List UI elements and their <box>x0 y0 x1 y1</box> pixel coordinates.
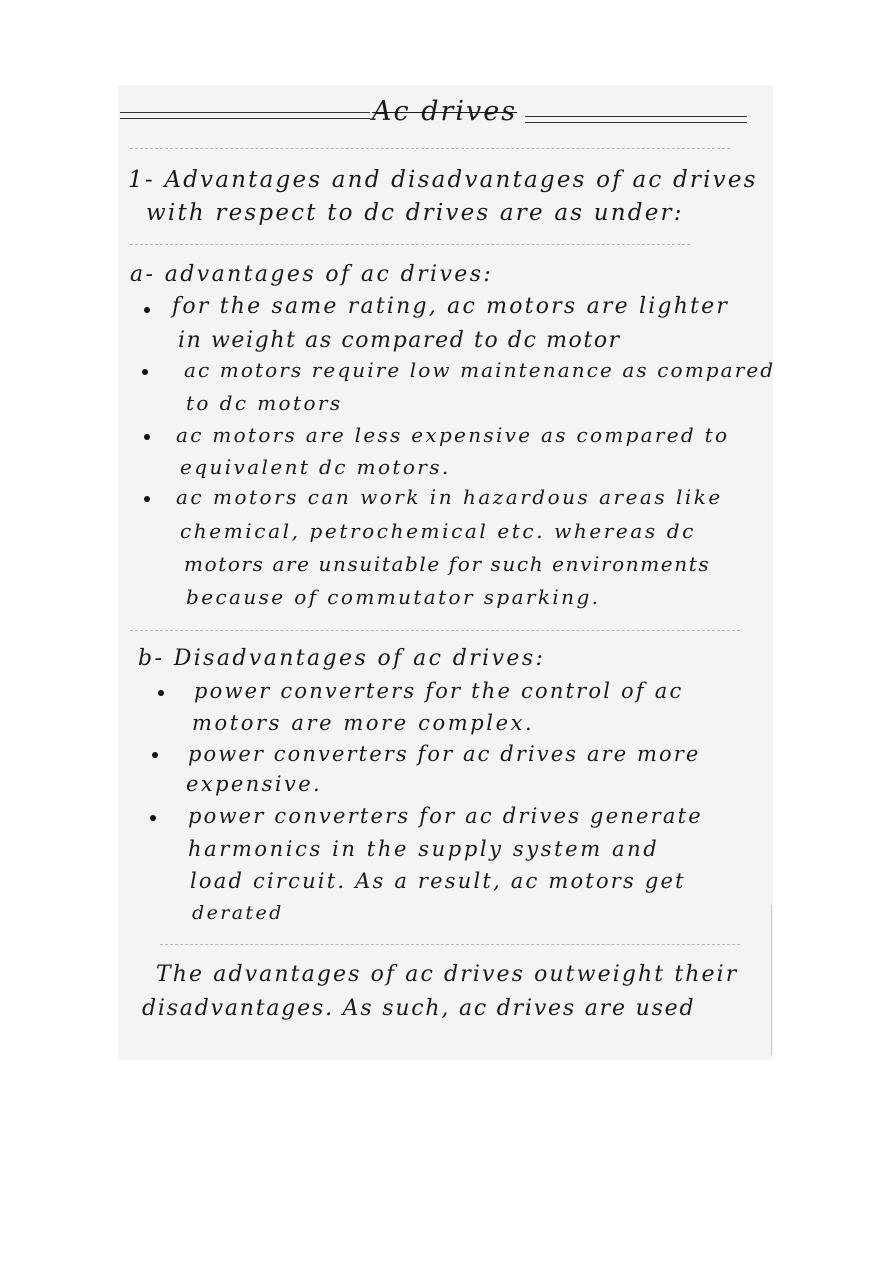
bullet-text: power converters for ac drives are more <box>188 742 701 766</box>
ruled-line <box>160 944 740 945</box>
bullet-text: ac motors are less expensive as compared to <box>176 423 730 447</box>
title-rule-left-bottom <box>120 118 370 119</box>
section-a-heading: a- advantages of ac drives: <box>130 262 494 287</box>
bullet-dot <box>144 496 150 502</box>
bullet-text: because of commutator sparking. <box>186 585 601 609</box>
bullet-text: motors are more complex. <box>192 711 535 735</box>
bullet-text: in weight as compared to dc motor <box>178 328 621 353</box>
bullet-text: harmonics in the supply system and <box>188 837 660 861</box>
conclusion-line: disadvantages. As such, ac drives are used <box>142 996 696 1021</box>
bullet-text: to dc motors <box>186 391 343 415</box>
bullet-dot <box>144 307 150 313</box>
bullet-dot <box>150 815 156 821</box>
ruled-line <box>130 148 730 149</box>
conclusion-line: The advantages of ac drives outweight their <box>156 962 739 987</box>
bullet-text: chemical, petrochemical etc. whereas dc <box>180 519 696 543</box>
bullet-text: power converters for the control of ac <box>194 679 684 703</box>
ruled-line <box>130 244 690 245</box>
page-title: Ac drives <box>372 96 518 127</box>
bullet-text: for the same rating, ac motors are lighter <box>172 294 730 319</box>
bullet-dot <box>142 369 148 375</box>
scan-edge-line <box>771 905 772 1055</box>
title-rule-right-top <box>525 116 747 117</box>
bullet-text: ac motors can work in hazardous areas like <box>176 485 723 509</box>
title-rule-right-bottom <box>525 122 747 123</box>
intro-line: with respect to dc drives are as under: <box>146 200 684 226</box>
bullet-text: expensive. <box>186 772 323 796</box>
bullet-text: motors are unsuitable for such environments <box>184 552 711 576</box>
bullet-dot <box>144 434 150 440</box>
intro-line: 1- Advantages and disadvantages of ac drives <box>128 167 758 193</box>
bullet-text: power converters for ac drives generate <box>188 804 703 828</box>
ruled-line <box>130 630 740 631</box>
section-b-heading: b- Disadvantages of ac drives: <box>138 646 546 671</box>
bullet-text: equivalent dc motors. <box>180 455 451 479</box>
bullet-dot <box>158 690 164 696</box>
bullet-text: ac motors require low maintenance as compared <box>184 358 776 382</box>
bullet-text: load circuit. As a result, ac motors get <box>190 869 686 893</box>
bullet-dot <box>152 752 158 758</box>
bullet-text: derated <box>192 902 284 924</box>
title-rule-left-top <box>120 112 370 113</box>
